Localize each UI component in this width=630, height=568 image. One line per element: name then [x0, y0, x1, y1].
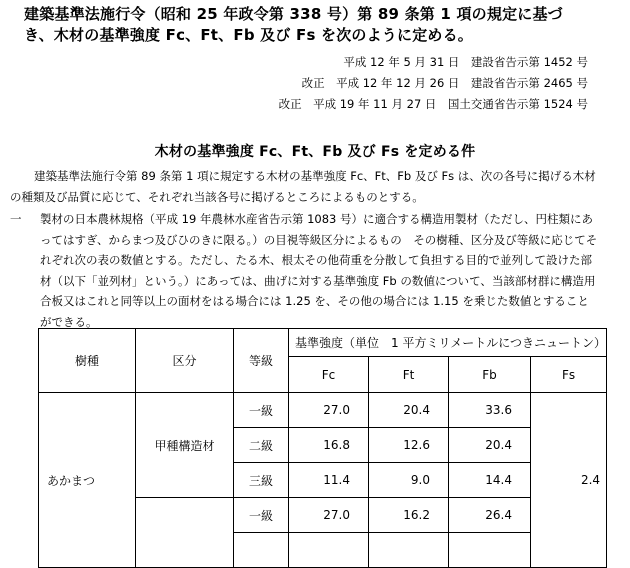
fb-cell-empty [449, 533, 531, 568]
fs-cell: 2.4 [531, 393, 607, 568]
fc-cell: 27.0 [289, 498, 369, 533]
species-cell: あかまつ [39, 393, 136, 568]
notice-line: 改正 平成 12 年 12 月 26 日 建設省告示第 2465 号 [301, 76, 588, 90]
ft-cell: 20.4 [369, 393, 449, 428]
document-title: 木材の基準強度 Fc、Ft、Fb 及び Fs を定める件 [154, 144, 476, 160]
fb-cell: 20.4 [449, 428, 531, 463]
grade-cell: 一級 [234, 393, 289, 428]
fc-cell-empty [289, 533, 369, 568]
category-cell: 甲種構造材 [136, 393, 234, 498]
grade-cell-empty [234, 533, 289, 568]
header-fb: Fb [449, 357, 531, 393]
clause-text: 製材の日本農林規格（平成 19 年農林水産省告示第 1083 号）に適合する構造用製材（ただし、円柱類にあってはすぎ、からまつ及びひのきに限る。）の目視等級区分によるもの その樹種、区分及び等級に応じてそれぞれ次の表の数値とする。ただし、たる木、根太その他荷重を分散して負担する目的で並列して設けた部材（以下「並列材」という。）にあっては、曲げに対する基準強度 Fb の数値について、当該部材群に構造用合板又はこれと同等以上の面材をはる場合には 1.25 を、その他の場合には 1.15 を乗じた数値とすることができる。 [40, 212, 598, 329]
header-ft: Ft [369, 357, 449, 393]
notice-list [168, 52, 588, 115]
fc-cell: 11.4 [289, 463, 369, 498]
fc-cell: 27.0 [289, 393, 369, 428]
header-fs: Fs [531, 357, 607, 393]
fb-cell: 26.4 [449, 498, 531, 533]
fb-cell: 14.4 [449, 463, 531, 498]
header-species: 樹種 [39, 329, 136, 393]
clause-item [10, 209, 600, 332]
header-category: 区分 [136, 329, 234, 393]
strength-table [38, 328, 607, 568]
grade-cell: 二級 [234, 428, 289, 463]
ft-cell: 16.2 [369, 498, 449, 533]
table-header-row [39, 329, 607, 357]
grade-cell: 三級 [234, 463, 289, 498]
fc-cell: 16.8 [289, 428, 369, 463]
header-fc: Fc [289, 357, 369, 393]
general-paragraph [10, 166, 600, 207]
notice-line: 改正 平成 19 年 11 月 27 日 国土交通省告示第 1524 号 [278, 97, 588, 111]
header-strength: 基準強度（単位 1 平方ミリメートルにつきニュートン） [289, 329, 607, 357]
general-paragraph-text: 建築基準法施行令第 89 条第 1 項に規定する木材の基準強度 Fc、Ft、Fb 及び Fs は、次の各号に掲げる木材の種類及び品質に応じて、それぞれ当該各号に掲げるところによるものとする。 [10, 169, 596, 204]
fb-cell: 33.6 [449, 393, 531, 428]
table-row [39, 393, 607, 428]
category-cell-empty [136, 498, 234, 568]
header-grade: 等級 [234, 329, 289, 393]
grade-cell: 一級 [234, 498, 289, 533]
ft-cell: 12.6 [369, 428, 449, 463]
intro-text: 建築基準法施行令（昭和 25 年政令第 338 号）第 89 条第 1 項の規定に基づき、木材の基準強度 Fc、Ft、Fb 及び Fs を次のように定める。 [24, 5, 563, 44]
ft-cell-empty [369, 533, 449, 568]
clause-marker: 一 [10, 212, 22, 226]
notice-line: 平成 12 年 5 月 31 日 建設省告示第 1452 号 [343, 55, 588, 69]
ft-cell: 9.0 [369, 463, 449, 498]
